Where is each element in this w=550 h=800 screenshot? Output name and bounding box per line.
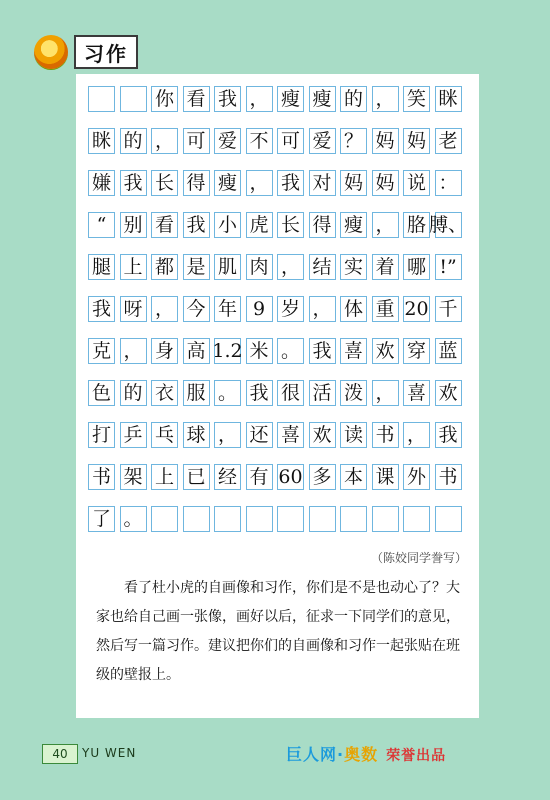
grid-cell: 已 <box>183 464 210 490</box>
grid-cell: 我 <box>214 86 241 112</box>
grid-row <box>88 296 466 338</box>
grid-cell: 哪 <box>403 254 430 280</box>
grid-cell <box>88 86 115 112</box>
brand-sep: · <box>337 745 345 764</box>
grid-cell: 还 <box>246 422 273 448</box>
grid-cell: 服 <box>183 380 210 406</box>
grid-cell <box>214 506 241 532</box>
grid-cell: 体 <box>340 296 367 322</box>
grid-cell: 我 <box>120 170 147 196</box>
grid-cell: 年 <box>214 296 241 322</box>
grid-cell: 本 <box>340 464 367 490</box>
grid-cell: 看 <box>151 212 178 238</box>
grid-cell: 米 <box>246 338 273 364</box>
grid-cell: 20 <box>403 296 430 322</box>
grid-cell: 喜 <box>277 422 304 448</box>
grid-row <box>88 212 466 254</box>
grid-cell <box>372 506 399 532</box>
grid-cell: 说 <box>403 170 430 196</box>
grid-cell: 不 <box>246 128 273 154</box>
grid-cell <box>309 506 336 532</box>
grid-cell: 长 <box>277 212 304 238</box>
grid-cell: 我 <box>246 380 273 406</box>
grid-cell <box>277 506 304 532</box>
grid-cell: 乒 <box>120 422 147 448</box>
grid-cell: 老 <box>435 128 462 154</box>
grid-cell: 别 <box>120 212 147 238</box>
grid-cell: 眯 <box>88 128 115 154</box>
grid-cell: 穿 <box>403 338 430 364</box>
grid-cell: 60 <box>277 464 304 490</box>
brand-tag: 荣誉出品 <box>386 748 447 764</box>
grid-cell: 腿 <box>88 254 115 280</box>
grid-cell: ， <box>372 212 399 238</box>
grid-cell: 。 <box>120 506 147 532</box>
grid-cell: 岁 <box>277 296 304 322</box>
grid-cell: 小 <box>214 212 241 238</box>
grid-cell: 蓝 <box>435 338 462 364</box>
composition-page <box>76 74 479 718</box>
grid-cell: 外 <box>403 464 430 490</box>
grid-cell: 虎 <box>246 212 273 238</box>
brand-main: 巨人网 <box>286 745 338 764</box>
grid-cell: 笑 <box>403 86 430 112</box>
grid-row <box>88 338 466 380</box>
grid-cell: 多 <box>309 464 336 490</box>
grid-cell <box>340 506 367 532</box>
grid-cell: 瘦 <box>309 86 336 112</box>
grid-cell: 我 <box>183 212 210 238</box>
grid-cell: 。 <box>277 338 304 364</box>
grid-cell: 妈 <box>340 170 367 196</box>
grid-cell: ， <box>151 296 178 322</box>
grid-cell: 瘦 <box>340 212 367 238</box>
grid-cell: ， <box>246 86 273 112</box>
grid-cell: 眯 <box>435 86 462 112</box>
brand-sub: 奥数 <box>344 745 379 764</box>
grid-row <box>88 422 466 464</box>
grid-cell: ， <box>120 338 147 364</box>
grid-cell: 欢 <box>435 380 462 406</box>
instruction-paragraph: 看了杜小虎的自画像和习作，你们是不是也动心了？大家也给自己画一张像，画好以后，征求一下同学们的意见，然后写一篇习作。建议把你们的自画像和习作一起张贴在班级的壁报上。 <box>96 580 460 683</box>
grid-cell: 妈 <box>372 170 399 196</box>
grid-cell: 读 <box>340 422 367 448</box>
grid-cell: 对 <box>309 170 336 196</box>
grid-cell: 喜 <box>340 338 367 364</box>
grid-cell: 重 <box>372 296 399 322</box>
grid-row <box>88 254 466 296</box>
section-title-label: 习作 <box>74 35 138 69</box>
grid-cell: 1.2 <box>214 338 241 364</box>
grid-cell: 我 <box>309 338 336 364</box>
grid-cell <box>246 506 273 532</box>
grid-row <box>88 128 466 170</box>
grid-cell <box>183 506 210 532</box>
grid-cell: 可 <box>277 128 304 154</box>
grid-cell: 我 <box>435 422 462 448</box>
grid-cell: ， <box>372 86 399 112</box>
grid-cell: “ <box>88 212 115 238</box>
grid-cell: 欢 <box>372 338 399 364</box>
grid-cell: 的 <box>340 86 367 112</box>
grid-row <box>88 86 466 128</box>
grid-cell: 实 <box>340 254 367 280</box>
grid-cell: ？ <box>340 128 367 154</box>
grid-cell: 都 <box>151 254 178 280</box>
grid-cell: 瘦 <box>214 170 241 196</box>
grid-row <box>88 464 466 506</box>
grid-row <box>88 380 466 422</box>
grid-cell: ， <box>151 128 178 154</box>
grid-cell: 是 <box>183 254 210 280</box>
grid-cell: ， <box>277 254 304 280</box>
grid-cell <box>151 506 178 532</box>
grid-cell: 今 <box>183 296 210 322</box>
grid-cell: ， <box>372 380 399 406</box>
grid-cell: 结 <box>309 254 336 280</box>
grid-cell: ， <box>403 422 430 448</box>
grid-cell: 嫌 <box>88 170 115 196</box>
grid-cell: 瘦 <box>277 86 304 112</box>
grid-cell: 活 <box>309 380 336 406</box>
grid-cell: 球 <box>183 422 210 448</box>
grid-cell: 的 <box>120 128 147 154</box>
grid-row <box>88 170 466 212</box>
grid-cell: 泼 <box>340 380 367 406</box>
grid-cell: 克 <box>88 338 115 364</box>
grid-cell: 呀 <box>120 296 147 322</box>
grid-cell: 我 <box>88 296 115 322</box>
grid-cell: 打 <box>88 422 115 448</box>
page-number: 40 <box>42 744 78 764</box>
grid-cell: 很 <box>277 380 304 406</box>
grid-cell: ， <box>214 422 241 448</box>
grid-cell: 肌 <box>214 254 241 280</box>
grid-cell: 的 <box>120 380 147 406</box>
grid-cell: 了 <box>88 506 115 532</box>
grid-cell: 胳 <box>403 212 430 238</box>
grid-cell: 喜 <box>403 380 430 406</box>
grid-cell: 身 <box>151 338 178 364</box>
grid-cell: 爱 <box>214 128 241 154</box>
grid-cell <box>120 86 147 112</box>
grid-cell: ： <box>435 170 462 196</box>
grid-cell: 。 <box>214 380 241 406</box>
grid-cell: ， <box>246 170 273 196</box>
subject-label: YU WEN <box>82 746 137 760</box>
grid-cell: 我 <box>277 170 304 196</box>
grid-cell: !” <box>435 254 462 280</box>
grid-cell: 妈 <box>372 128 399 154</box>
grid-cell: 膊、 <box>435 212 462 238</box>
grid-cell: 高 <box>183 338 210 364</box>
grid-cell: ， <box>309 296 336 322</box>
signature: （陈姣同学誊写） <box>370 551 467 565</box>
grid-cell: 有 <box>246 464 273 490</box>
section-title <box>34 34 138 70</box>
grid-cell: 书 <box>435 464 462 490</box>
grid-cell: 爱 <box>309 128 336 154</box>
grid-cell: 乓 <box>151 422 178 448</box>
grid-cell: 上 <box>151 464 178 490</box>
grid-cell: 经 <box>214 464 241 490</box>
grid-cell: 书 <box>88 464 115 490</box>
grid-cell: 书 <box>372 422 399 448</box>
grid-cell: 得 <box>183 170 210 196</box>
flower-icon <box>34 35 68 69</box>
grid-cell: 妈 <box>403 128 430 154</box>
grid-cell <box>403 506 430 532</box>
brand-label <box>286 742 446 765</box>
grid-cell: 9 <box>246 296 273 322</box>
grid-cell: 上 <box>120 254 147 280</box>
grid-cell: 可 <box>183 128 210 154</box>
grid-cell: 千 <box>435 296 462 322</box>
grid-cell: 架 <box>120 464 147 490</box>
grid-cell: 课 <box>372 464 399 490</box>
grid-cell: 长 <box>151 170 178 196</box>
grid-row <box>88 506 466 548</box>
grid-cell: 衣 <box>151 380 178 406</box>
grid-cell: 色 <box>88 380 115 406</box>
grid-cell: 看 <box>183 86 210 112</box>
grid-cell: 着 <box>372 254 399 280</box>
grid-cell: 肉 <box>246 254 273 280</box>
grid-cell <box>435 506 462 532</box>
grid-cell: 得 <box>309 212 336 238</box>
grid-cell: 欢 <box>309 422 336 448</box>
grid-cell: 你 <box>151 86 178 112</box>
